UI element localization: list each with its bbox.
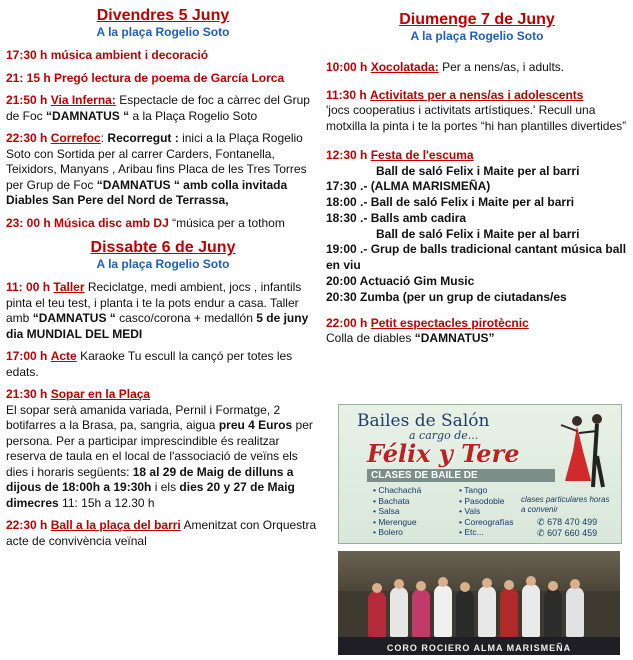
dancers-illustration-icon	[557, 411, 613, 491]
photo-caption: CORO ROCIERO ALMA MARISMEÑA	[386, 643, 572, 653]
saturday-event-3: 21:30 h Sopar en la Plaça El sopar serà amanida variada, Pernil i Formatge, 2 botifarres a la Brasa, pa, sangria, aigua preu 4 Euros per persona. Per a participar imprescindible és realitzar reserva de taula en el local de l'associació de veïns els dies i horaris següents: 18 al 29 de Maig de dilluns a dijous de 18:00h a 19:30h i els dies 20 y 27 de Maig dimecres 11: 15h a 12.30 h	[6, 387, 313, 510]
schedule-line-4: 18:30 .- Balls amb cadira	[326, 210, 467, 225]
poster-subtitle: a cargo de...	[409, 429, 479, 442]
sunday-place: A la plaça Rogelio Soto	[410, 29, 544, 43]
friday-event-5: 23: 00 h Música disc amb DJ “música per a tothom	[6, 215, 285, 230]
friday-title: Divendres 5 Juny	[96, 7, 230, 24]
sunday-event-3: 12:30 h Festa de l'escuma	[326, 148, 474, 162]
left-column	[6, 0, 320, 556]
choir-photo	[338, 551, 620, 655]
poster-note: clases particulares horas a convenir	[521, 495, 610, 514]
friday-event-2: 21: 15 h Pregó lectura de poema de García Lorca	[6, 70, 285, 85]
saturday-event-2: 17:00 h Acte Karaoke Tu escull la cançó per totes les edats.	[6, 349, 293, 379]
phone-icon: ✆	[537, 528, 545, 538]
poster-dance-list-1: • Chachachá • Bachata • Salsa • Merengue • Bolero	[373, 485, 422, 537]
schedule-line-3: 18:00 .- Ball de saló Felix i Maite per al barri	[326, 195, 575, 210]
poster-names: Félix y Tere	[367, 439, 520, 468]
friday-event-4: 22:30 h Correfoc: Recorregut : inici a la Plaça Rogelio Soto con Sortida per al carrer Carders, Fontanella, Teixidors, Manyans , Aribau fins Placa de les Tres Torres per Grup de Foc “DAMNATUS “ amb colla invitada Diables San Pere del Nord de Terrassa,	[6, 131, 307, 207]
sunday-event-1: 10:00 h Xocolatada: Per a nens/as, i adults.	[326, 60, 565, 74]
sunday-event-2: 11:30 h Activitats per a nens/as i adolescents 'jocs cooperatius i activitats artístiques.' Recull una motxilla la pinta i te la portes “hi han plantilles divertides”	[326, 87, 627, 133]
friday-place: A la plaça Rogelio Soto	[96, 25, 230, 39]
friday-event-3: 21:50 h Via Inferna: Espectacle de foc a càrrec del Grup de Foc “DAMNATUS “ a la Plaça Rogelio Soto	[6, 93, 310, 123]
schedule-line-2: 17:30 .- (ALMA MARISMEÑA)	[326, 179, 491, 194]
poster-classes-heading: CLASES DE BAILE DE	[367, 469, 555, 482]
poster-phones: ✆ 678 470 499 ✆ 607 660 459	[537, 517, 598, 538]
saturday-event-4: 22:30 h Ball a la plaça del barri Amenitzat con Orquestra acte de convivència veïnal	[6, 518, 317, 548]
schedule-line-8: 20:30 Zumba (per un grup de ciutadans/es	[326, 289, 567, 304]
schedule-line-1: Ball de saló Felix i Maite per al barri	[376, 163, 580, 178]
saturday-title: Dissabte 6 de Juny	[90, 239, 236, 256]
sunday-title: Diumenge 7 de Juny	[399, 11, 555, 28]
schedule-line-6: 19:00 .- Grup de balls tradicional cantant música ball en viu	[326, 242, 627, 273]
schedule-line-5: Ball de saló Felix i Maite per al barri	[376, 226, 580, 241]
dance-class-poster	[338, 404, 622, 544]
poster-title: Bailes de Salón	[357, 411, 490, 431]
friday-event-1: 17:30 h música ambient i decoració	[6, 48, 209, 62]
saturday-event-1: 11: 00 h Taller Reciclatge, medi ambient, jocs , infantils pinta el teu test, i planta i te la pots endur a casa. Taller amb “DAMNATUS “ casco/corona + medallón 5 de juny dia MUNDIAL DEL MEDI	[6, 280, 309, 341]
poster-dance-list-2: • Tango • Pasodoble • Vals • Coreografías • Etc...	[459, 485, 514, 537]
sunday-event-4: 22:00 h Petit espectacles pirotècnic Colla de diables “DAMNATUS”	[326, 315, 529, 346]
schedule-line-7: 20:00 Actuació Gim Music	[326, 274, 475, 289]
phone-icon: ✆	[537, 517, 545, 527]
saturday-place: A la plaça Rogelio Soto	[96, 257, 230, 271]
right-column	[326, 0, 628, 354]
